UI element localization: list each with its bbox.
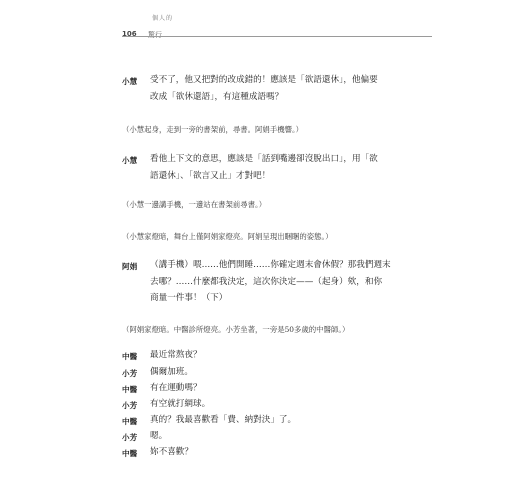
speaker-name: 小芳 xyxy=(122,369,138,378)
stage-direction: （阿娟家燈暗。中醫診所燈亮。小芳坐著，一旁是50多歲的中醫師。） xyxy=(122,325,350,334)
speaker-name: 中醫 xyxy=(122,417,138,426)
dialogue-line: 有在運動嗎？ xyxy=(150,383,202,393)
speaker-name: 中醫 xyxy=(122,385,138,394)
speech-line: 商量一件事！（下） xyxy=(150,293,228,303)
speaker-name: 小芳 xyxy=(122,401,138,410)
dialogue-line: 真的？我最喜歡看「費、納對決」了。 xyxy=(150,415,297,425)
speech-line: （講手機）喂……他們開睡……你確定週末會休假？那我們週末 xyxy=(150,260,391,270)
speaker-name: 小慧 xyxy=(122,77,138,86)
speech-line: 看他上下文的意思，應該是「話到嘴邊卻沒脫出口」，用「欲 xyxy=(150,154,378,164)
stage-direction: （小慧一邊講手機，一邊站在書架前尋書。） xyxy=(122,200,267,209)
speaker-name: 小慧 xyxy=(122,156,138,165)
page-header xyxy=(122,13,432,39)
page-number: 106 xyxy=(122,30,137,38)
speech-line: 改成「欲休還語」，有這種成語嗎？ xyxy=(150,92,284,102)
speech-line: 受不了，他又把對的改成錯的！應該是「欲語還休」，他偏要 xyxy=(150,75,378,85)
speaker-name: 小芳 xyxy=(122,433,138,442)
dialogue-line: 妳不喜歡？ xyxy=(150,447,193,457)
series-name: 個人的 xyxy=(152,15,174,22)
speech-line: 去哪？……什麼都我決定，這次你決定——（起身）欸，和你 xyxy=(150,277,383,287)
running-title: 驚行 xyxy=(148,31,162,39)
speaker-name: 中醫 xyxy=(122,352,138,361)
header-rule xyxy=(122,36,432,37)
stage-direction: （小慧起身，走到一旁的書架前，尋書。阿娟手機響。） xyxy=(122,125,304,134)
speaker-name: 中醫 xyxy=(122,449,138,458)
dialogue-line: 有空就打網球。 xyxy=(150,399,211,409)
dialogue-line: 嗯。 xyxy=(150,431,168,441)
stage-direction: （小慧家燈暗，舞台上僅阿娟家燈亮。阿娟呈現出睏睏的姿態。） xyxy=(122,232,333,241)
speaker-name: 阿娟 xyxy=(122,262,138,271)
dialogue-line: 最近常熬夜？ xyxy=(150,350,202,360)
speech-line: 語還休」、「欲言又止」才對吧！ xyxy=(150,171,271,181)
dialogue-line: 偶爾加班。 xyxy=(150,367,193,377)
